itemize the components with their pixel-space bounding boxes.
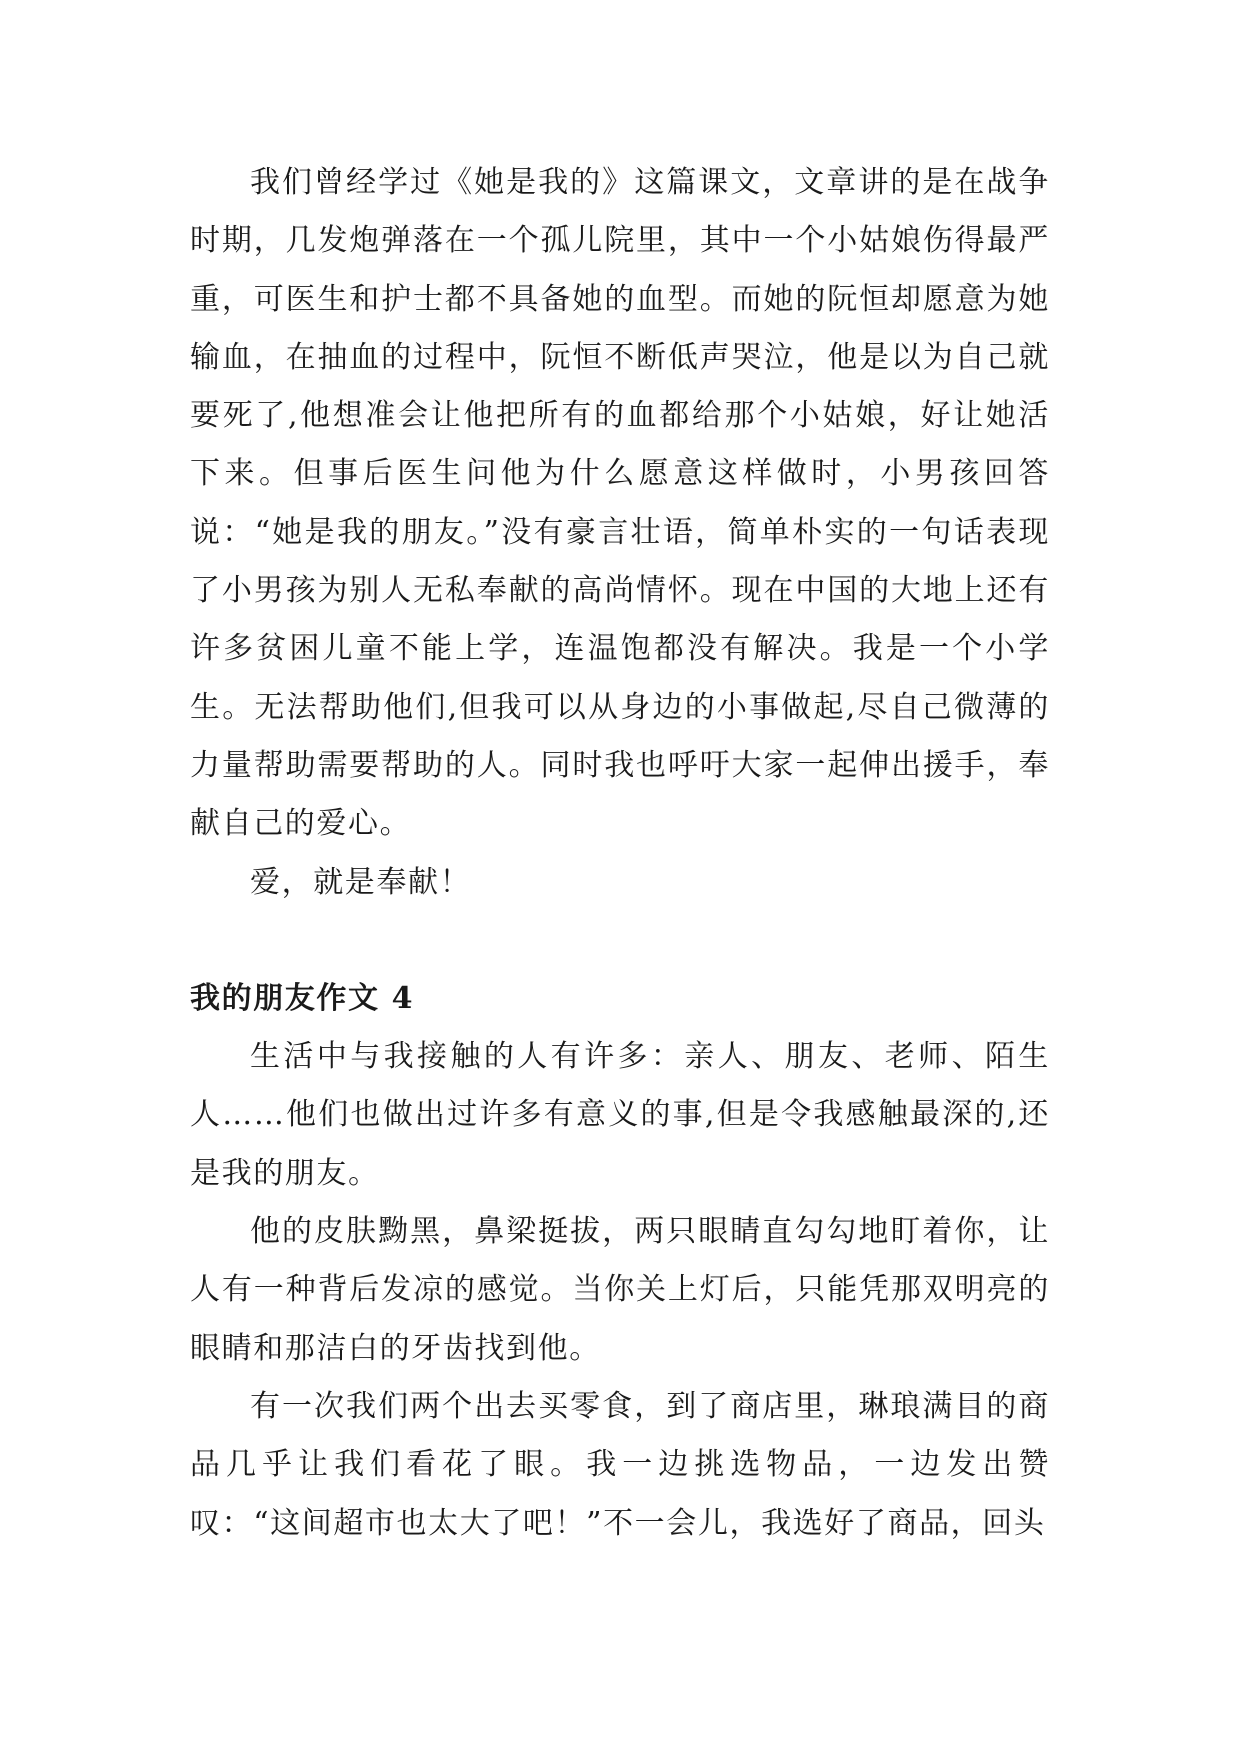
paragraph: 他的皮肤黝黑，鼻梁挺拔，两只眼睛直勾勾地盯着你，让人有一种背后发凉的感觉。当你关上灯后，只能凭那双明亮的眼睛和那洁白的牙齿找到他。 bbox=[190, 1214, 1050, 1366]
section-spacer bbox=[190, 912, 1050, 970]
paragraph: 生活中与我接触的人有许多：亲人、朋友、老师、陌生人……他们也做出过许多有意义的事,但是令我感触最深的,还是我的朋友。 bbox=[190, 1039, 1050, 1191]
paragraph: 爱，就是奉献！ bbox=[250, 864, 472, 900]
section-heading: 我的朋友作文 4 bbox=[190, 980, 415, 1016]
paragraph: 有一次我们两个出去买零食，到了商店里，琳琅满目的商品几乎让我们看花了眼。我一边挑选物品，一边发出赞叹：“这间超市也太大了吧！”不一会儿，我选好了商品，回头 bbox=[190, 1388, 1050, 1541]
document-body bbox=[190, 154, 1050, 1553]
paragraph: 我们曾经学过《她是我的》这篇课文，文章讲的是在战争时期，几发炮弹落在一个孤儿院里，其中一个小姑娘伤得最严重，可医生和护士都不具备她的血型。而她的阮恒却愿意为她输血，在抽血的过程中，阮恒不断低声哭泣，他是以为自己就要死了,他想准会让他把所有的血都给那个小姑娘，好让她活下来。但事后医生问他为什么愿意这样做时，小男孩回答说：“她是我的朋友。”没有豪言壮语，简单朴实的一句话表现了小男孩为别人无私奉献的高尚情怀。现在中国的大地上还有许多贫困儿童不能上学，连温饱都没有解决。我是一个小学生。无法帮助他们,但我可以从身边的小事做起,尽自己微薄的力量帮助需要帮助的人。同时我也呼吁大家一起伸出援手，奉献自己的爱心。 bbox=[190, 165, 1050, 842]
